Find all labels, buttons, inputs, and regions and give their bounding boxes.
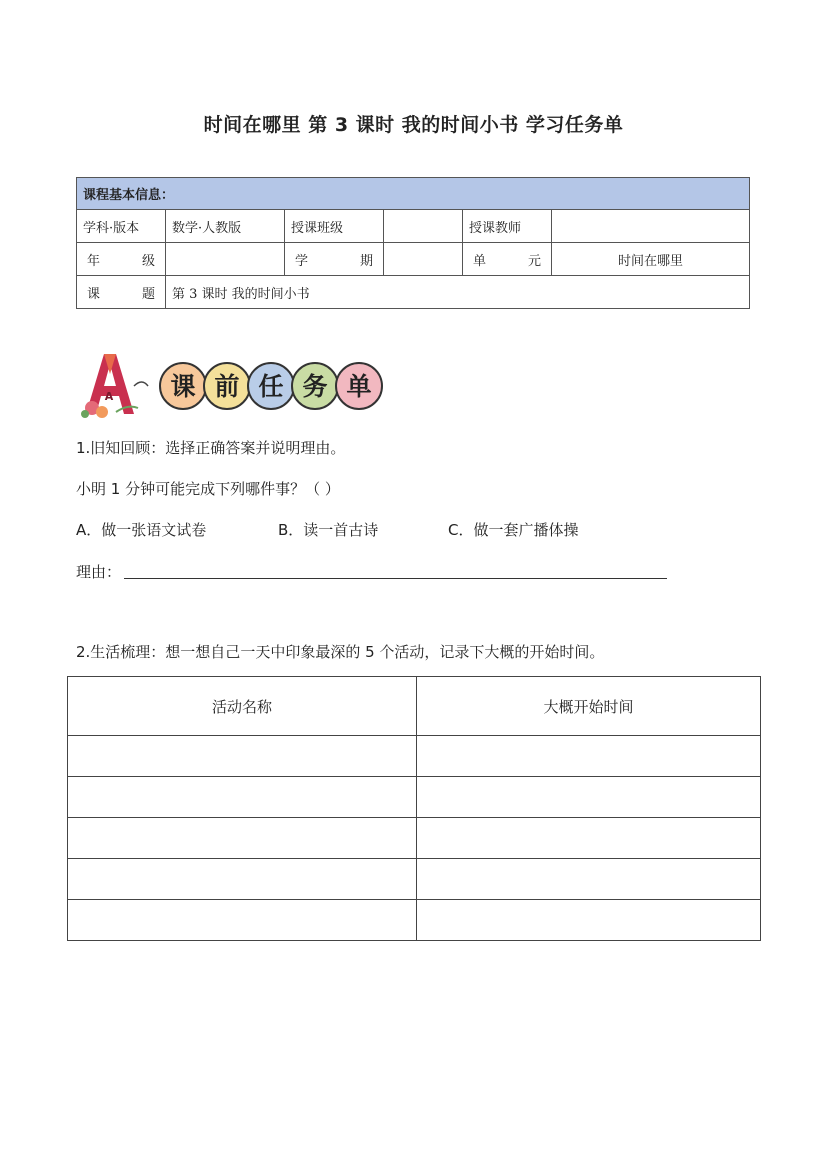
table-row [68, 900, 761, 941]
semester-label: 学 期 [285, 243, 384, 276]
topic-label: 课 题 [77, 276, 166, 309]
table-row [68, 818, 761, 859]
activity-name-header: 活动名称 [68, 677, 417, 736]
time-cell[interactable] [417, 859, 761, 900]
start-time-header: 大概开始时间 [417, 677, 761, 736]
option-c: C．做一套广播体操 [448, 521, 579, 539]
pre-class-task-banner [76, 348, 406, 420]
time-cell[interactable] [417, 736, 761, 777]
teacher-value [552, 210, 750, 243]
grade-value [166, 243, 285, 276]
grade-label: 年 级 [77, 243, 166, 276]
time-cell[interactable] [417, 777, 761, 818]
unit-label: 单 元 [463, 243, 552, 276]
time-cell[interactable] [417, 900, 761, 941]
activity-cell[interactable] [68, 777, 417, 818]
option-a: A．做一张语文试卷 [76, 521, 207, 539]
banner-char: 前 [214, 372, 240, 401]
subject-label: 学科·版本 [77, 210, 166, 243]
banner-char: 任 [258, 372, 284, 401]
subject-value: 数学·人教版 [166, 210, 285, 243]
unit-value: 时间在哪里 [552, 243, 750, 276]
time-cell[interactable] [417, 818, 761, 859]
table-row [68, 736, 761, 777]
activity-cell[interactable] [68, 818, 417, 859]
q1-heading: 1.旧知回顾：选择正确答案并说明理由。 [76, 439, 346, 457]
banner-char: 单 [346, 372, 372, 401]
banner-char: 课 [170, 372, 196, 401]
activity-table [67, 676, 761, 941]
option-b: B．读一首古诗 [278, 521, 379, 539]
banner-char: 务 [302, 372, 328, 401]
table-row [68, 777, 761, 818]
teacher-label: 授课教师 [463, 210, 552, 243]
class-label: 授课班级 [285, 210, 384, 243]
q2-heading: 2.生活梳理：想一想自己一天中印象最深的 5 个活动，记录下大概的开始时间。 [76, 643, 605, 661]
svg-text:A: A [104, 390, 114, 403]
class-value [384, 210, 463, 243]
reason-answer-line[interactable] [124, 578, 667, 579]
letter-a-logo [81, 354, 148, 418]
table-row [68, 859, 761, 900]
topic-value: 第 3 课时 我的时间小书 [166, 276, 750, 309]
activity-cell[interactable] [68, 859, 417, 900]
q1-question: 小明 1 分钟可能完成下列哪件事？（ ） [76, 480, 340, 498]
activity-cell[interactable] [68, 900, 417, 941]
reason-label: 理由： [76, 563, 122, 581]
semester-value [384, 243, 463, 276]
page-title: 时间在哪里 第 3 课时 我的时间小书 学习任务单 [203, 114, 624, 136]
course-info-header: 课程基本信息： [77, 178, 750, 210]
course-info-table [76, 177, 750, 309]
activity-cell[interactable] [68, 736, 417, 777]
